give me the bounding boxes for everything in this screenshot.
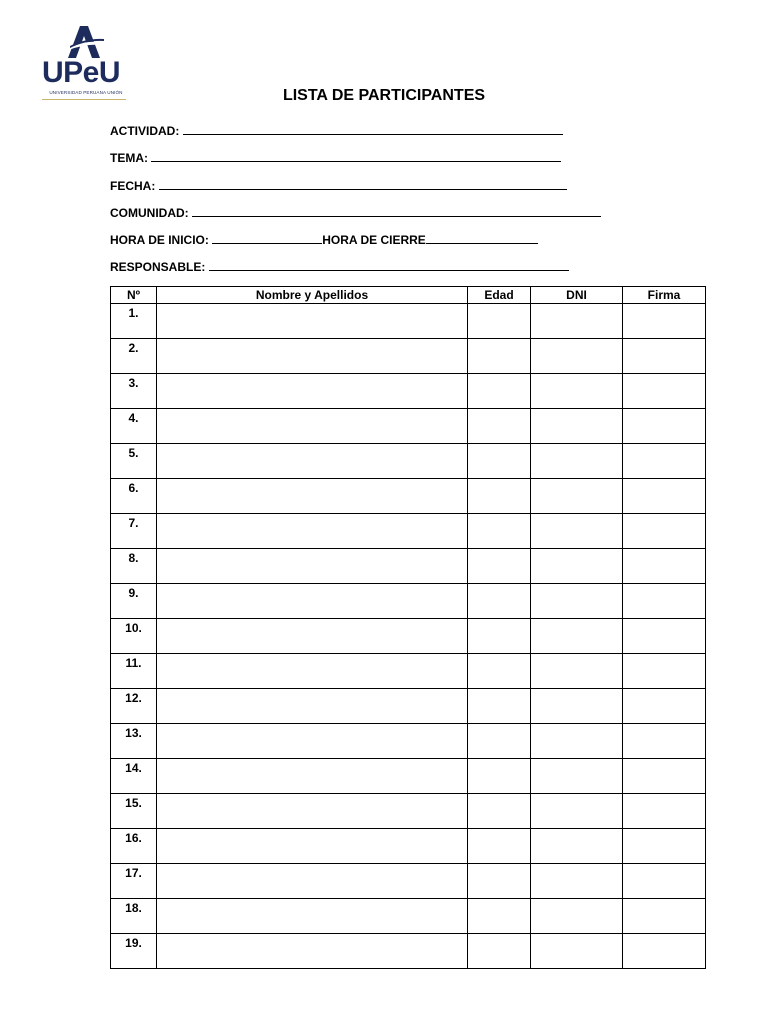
table-row: [111, 374, 706, 409]
age-cell[interactable]: [468, 864, 531, 899]
dni-cell[interactable]: [531, 864, 623, 899]
table-row: [111, 794, 706, 829]
field-hora-cierre-label: HORA DE CIERRE: [322, 233, 426, 247]
name-cell[interactable]: [157, 514, 468, 549]
field-responsable-line[interactable]: [209, 259, 569, 271]
dni-cell[interactable]: [531, 304, 623, 339]
signature-cell[interactable]: [623, 934, 706, 969]
age-cell[interactable]: [468, 339, 531, 374]
signature-cell[interactable]: [623, 304, 706, 339]
field-fecha-label: FECHA:: [110, 179, 156, 193]
row-number: 15.: [111, 794, 157, 829]
table-row: [111, 654, 706, 689]
header-numero: Nº: [111, 287, 157, 304]
age-cell[interactable]: [468, 479, 531, 514]
page-title: LISTA DE PARTICIPANTES: [282, 87, 486, 104]
table-row: [111, 304, 706, 339]
name-cell[interactable]: [157, 409, 468, 444]
table-row: [111, 549, 706, 584]
field-tema-line[interactable]: [151, 150, 561, 162]
name-cell[interactable]: [157, 339, 468, 374]
signature-cell[interactable]: [623, 444, 706, 479]
table-row: [111, 829, 706, 864]
row-number: 14.: [111, 759, 157, 794]
field-hora-cierre-line[interactable]: [426, 232, 538, 244]
table-row: [111, 724, 706, 759]
age-cell[interactable]: [468, 899, 531, 934]
table-row: [111, 934, 706, 969]
dni-cell[interactable]: [531, 584, 623, 619]
age-cell[interactable]: [468, 584, 531, 619]
dni-cell[interactable]: [531, 409, 623, 444]
age-cell[interactable]: [468, 619, 531, 654]
header-dni: DNI: [531, 287, 623, 304]
name-cell[interactable]: [157, 689, 468, 724]
dni-cell[interactable]: [531, 724, 623, 759]
table-row: [111, 689, 706, 724]
age-cell[interactable]: [468, 759, 531, 794]
row-number: 12.: [111, 689, 157, 724]
age-cell[interactable]: [468, 444, 531, 479]
row-number: 2.: [111, 339, 157, 374]
dni-cell[interactable]: [531, 549, 623, 584]
logo-subtitle: UNIVERSIDAD PERUANA UNIÓN: [49, 90, 123, 95]
dni-cell[interactable]: [531, 899, 623, 934]
name-cell[interactable]: [157, 479, 468, 514]
row-number: 3.: [111, 374, 157, 409]
header-nombre: Nombre y Apellidos: [157, 287, 468, 304]
name-cell[interactable]: [157, 444, 468, 479]
field-horario: [110, 232, 538, 247]
name-cell[interactable]: [157, 934, 468, 969]
table-row: [111, 899, 706, 934]
signature-cell[interactable]: [623, 724, 706, 759]
signature-cell[interactable]: [623, 689, 706, 724]
age-cell[interactable]: [468, 689, 531, 724]
name-cell[interactable]: [157, 619, 468, 654]
dni-cell[interactable]: [531, 759, 623, 794]
field-responsable-label: RESPONSABLE:: [110, 260, 206, 274]
row-number: 19.: [111, 934, 157, 969]
age-cell[interactable]: [468, 654, 531, 689]
age-cell[interactable]: [468, 374, 531, 409]
dni-cell[interactable]: [531, 479, 623, 514]
row-number: 10.: [111, 619, 157, 654]
name-cell[interactable]: [157, 724, 468, 759]
row-number: 9.: [111, 584, 157, 619]
name-cell[interactable]: [157, 304, 468, 339]
field-fecha-line[interactable]: [159, 178, 567, 190]
age-cell[interactable]: [468, 829, 531, 864]
row-number: 6.: [111, 479, 157, 514]
signature-cell[interactable]: [623, 759, 706, 794]
dni-cell[interactable]: [531, 934, 623, 969]
field-comunidad-line[interactable]: [192, 205, 601, 217]
name-cell[interactable]: [157, 899, 468, 934]
table-row: [111, 759, 706, 794]
table-header-row: [111, 287, 706, 304]
signature-cell[interactable]: [623, 479, 706, 514]
name-cell[interactable]: [157, 584, 468, 619]
signature-cell[interactable]: [623, 549, 706, 584]
table-row: [111, 339, 706, 374]
row-number: 16.: [111, 829, 157, 864]
name-cell[interactable]: [157, 794, 468, 829]
row-number: 4.: [111, 409, 157, 444]
name-cell[interactable]: [157, 759, 468, 794]
row-number: 7.: [111, 514, 157, 549]
table-row: [111, 514, 706, 549]
signature-cell[interactable]: [623, 514, 706, 549]
signature-cell[interactable]: [623, 619, 706, 654]
signature-cell[interactable]: [623, 409, 706, 444]
name-cell[interactable]: [157, 864, 468, 899]
header-firma: Firma: [623, 287, 706, 304]
dni-cell[interactable]: [531, 654, 623, 689]
field-actividad-label: ACTIVIDAD:: [110, 124, 180, 138]
table-row: [111, 584, 706, 619]
signature-cell[interactable]: [623, 584, 706, 619]
table-row: [111, 444, 706, 479]
table-row: [111, 864, 706, 899]
name-cell[interactable]: [157, 374, 468, 409]
field-comunidad-label: COMUNIDAD:: [110, 206, 189, 220]
field-actividad: [110, 123, 563, 138]
signature-cell[interactable]: [623, 899, 706, 934]
row-number: 11.: [111, 654, 157, 689]
signature-cell[interactable]: [623, 794, 706, 829]
signature-cell[interactable]: [623, 339, 706, 374]
row-number: 13.: [111, 724, 157, 759]
table-row: [111, 409, 706, 444]
row-number: 17.: [111, 864, 157, 899]
age-cell[interactable]: [468, 409, 531, 444]
logo-wordmark: UPeU: [42, 56, 121, 89]
signature-cell[interactable]: [623, 864, 706, 899]
dni-cell[interactable]: [531, 619, 623, 654]
field-fecha: [110, 178, 567, 193]
name-cell[interactable]: [157, 549, 468, 584]
signature-cell[interactable]: [623, 654, 706, 689]
name-cell[interactable]: [157, 829, 468, 864]
dni-cell[interactable]: [531, 829, 623, 864]
signature-cell[interactable]: [623, 829, 706, 864]
table-row: [111, 479, 706, 514]
dni-cell[interactable]: [531, 444, 623, 479]
name-cell[interactable]: [157, 654, 468, 689]
age-cell[interactable]: [468, 724, 531, 759]
row-number: 18.: [111, 899, 157, 934]
field-hora-inicio-line[interactable]: [212, 232, 322, 244]
upeu-emblem-icon: [66, 24, 106, 60]
field-comunidad: [110, 205, 601, 220]
signature-cell[interactable]: [623, 374, 706, 409]
table-row: [111, 619, 706, 654]
field-responsable: [110, 259, 569, 274]
field-hora-inicio-label: HORA DE INICIO:: [110, 233, 209, 247]
dni-cell[interactable]: [531, 794, 623, 829]
participants-table: [110, 286, 706, 969]
dni-cell[interactable]: [531, 514, 623, 549]
header-edad: Edad: [468, 287, 531, 304]
age-cell[interactable]: [468, 794, 531, 829]
dni-cell[interactable]: [531, 689, 623, 724]
dni-cell[interactable]: [531, 374, 623, 409]
row-number: 5.: [111, 444, 157, 479]
age-cell[interactable]: [468, 549, 531, 584]
field-actividad-line[interactable]: [183, 123, 563, 135]
field-tema: [110, 150, 561, 165]
age-cell[interactable]: [468, 514, 531, 549]
age-cell[interactable]: [468, 934, 531, 969]
field-tema-label: TEMA:: [110, 151, 148, 165]
row-number: 1.: [111, 304, 157, 339]
dni-cell[interactable]: [531, 339, 623, 374]
age-cell[interactable]: [468, 304, 531, 339]
row-number: 8.: [111, 549, 157, 584]
